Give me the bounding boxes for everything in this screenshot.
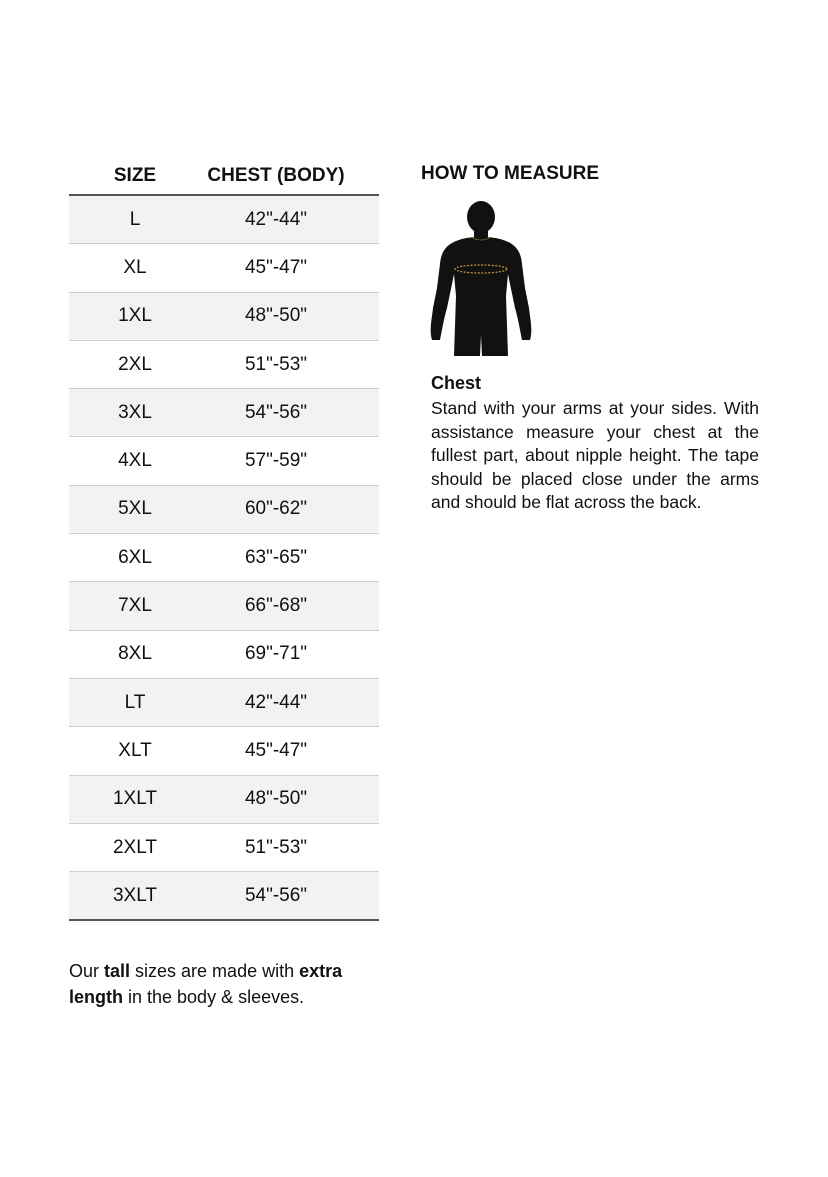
table-row	[69, 293, 379, 341]
size-table	[69, 158, 379, 921]
chest-cell: 63"-65"	[244, 546, 308, 568]
size-cell: 3XL	[118, 401, 152, 423]
table-row	[69, 631, 379, 679]
size-header: SIZE	[113, 165, 157, 186]
table-row	[69, 389, 379, 437]
chest-cell: 69"-71"	[244, 643, 308, 665]
chest-cell: 54"-56"	[244, 884, 308, 906]
size-cell: L	[129, 208, 141, 230]
chest-cell: 45"-47"	[244, 739, 308, 761]
note-text-3: in the body & sleeves.	[123, 987, 305, 1007]
chest-title: Chest	[431, 373, 482, 393]
size-cell: 4XL	[118, 450, 152, 472]
table-row	[69, 872, 379, 921]
table-row	[69, 824, 379, 872]
chest-description: Stand with your arms at your sides. With assistance measure your chest at the fullest part, about nipple height. The tape should be placed close under the arms and should be flat across the back.	[431, 398, 759, 512]
size-cell: 7XL	[118, 595, 152, 617]
chest-cell: 60"-62"	[244, 498, 308, 520]
chest-cell: 66"-68"	[244, 595, 308, 617]
table-row	[69, 341, 379, 389]
how-to-measure-heading: HOW TO MEASURE	[421, 163, 600, 184]
body-silhouette-icon	[426, 200, 534, 360]
chest-header: CHEST (BODY)	[207, 165, 345, 186]
chest-cell: 51"-53"	[244, 353, 308, 375]
chest-cell: 57"-59"	[244, 450, 308, 472]
size-cell: LT	[124, 691, 146, 713]
note-text-1: Our	[69, 961, 105, 981]
table-row	[69, 727, 379, 775]
note-bold-tall: tall	[104, 961, 131, 981]
size-cell: XLT	[118, 739, 152, 761]
size-cell: 2XLT	[112, 836, 157, 858]
table-row	[69, 196, 379, 244]
chest-cell: 45"-47"	[244, 256, 308, 278]
note-text-2: sizes are made with	[130, 961, 300, 981]
chest-cell: 54"-56"	[244, 401, 308, 423]
note-bold-extra-length: extra length	[69, 961, 343, 1007]
chest-cell: 48"-50"	[244, 305, 308, 327]
size-cell: 6XL	[118, 546, 152, 568]
chest-cell: 51"-53"	[244, 836, 308, 858]
size-cell: XL	[123, 256, 147, 278]
tall-sizes-note	[69, 958, 389, 1010]
chest-cell: 42"-44"	[244, 208, 308, 230]
table-row	[69, 437, 379, 485]
size-cell: 1XL	[118, 305, 152, 327]
size-cell: 2XL	[118, 353, 152, 375]
table-row	[69, 679, 379, 727]
table-header	[69, 158, 379, 196]
table-row	[69, 486, 379, 534]
size-cell: 1XLT	[112, 788, 157, 810]
table-row	[69, 244, 379, 292]
chest-cell: 48"-50"	[244, 788, 308, 810]
table-body	[69, 196, 379, 921]
table-row	[69, 534, 379, 582]
size-cell: 8XL	[118, 643, 152, 665]
size-cell: 3XLT	[112, 884, 157, 906]
table-row	[69, 582, 379, 630]
chest-cell: 42"-44"	[244, 691, 308, 713]
table-row	[69, 776, 379, 824]
size-cell: 5XL	[118, 498, 152, 520]
